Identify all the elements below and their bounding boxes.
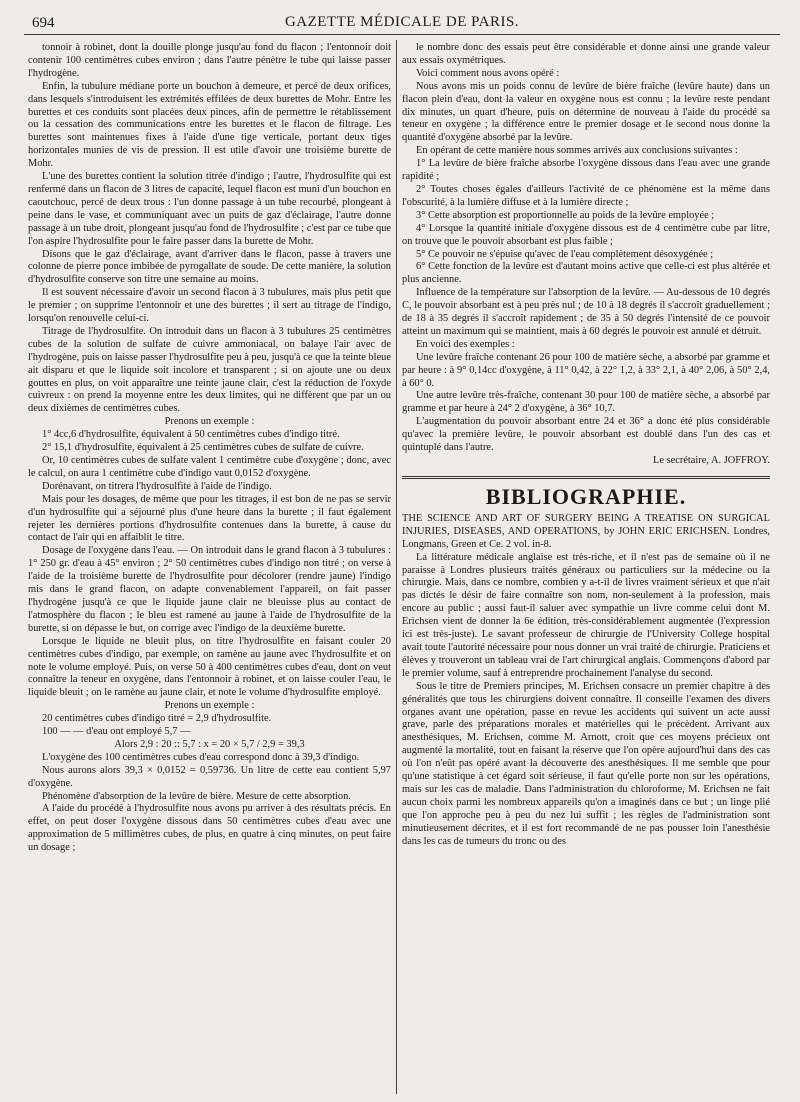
- column-divider: [396, 40, 397, 1094]
- paragraph: 3° Cette absorption est proportionnelle au poids de la levûre employée ;: [416, 209, 715, 221]
- paragraph: Enfin, la tubulure médiane porte un bouchon à demeure, et percé de deux orifices, dans lesquels s'introduisent les extrémités effilées de deux burettes de Mohr. Entre les burettes et ces conduits sont placées deux pinces, afin de permettre le rétablissement ou la cessation des communications entre les burettes et le flacon de filtrage. Les burettes sont maintenues fixes à l'aide d'une tige verticale, portant deux tiges horizontales munies de vis de pression. Il est utile d'avoir une troisième burette de Mohr.: [28, 80, 391, 170]
- paragraph: 1° La levûre de bière fraîche absorbe l'oxygène dissous dans l'eau avec une grande rapidité ;: [402, 158, 770, 183]
- paragraph: 5° Ce pouvoir ne s'épuise qu'avec de l'eau complètement désoxygénée ;: [416, 248, 714, 260]
- right-column: [402, 42, 770, 1094]
- paragraph: Nous avons mis un poids connu de levûre de bière fraîche (levûre haute) dans un flacon plein d'eau, dont la valeur en oxygène nous est connu ; la levûre reste pendant dix minutes, un quart d'heure, puis on détermine de nouveau à l'aide du procédé sa teneur en oxygène ; la différence entre le premier dosage et le second nous donne la quantité d'oxygène absorbé par la levûre.: [402, 80, 770, 144]
- paragraph: 2° Toutes choses égales d'ailleurs l'activité de ce phénomène est la même dans l'obscurité, à la lumière diffuse et à la lumière directe ;: [402, 183, 770, 208]
- paragraph: tonnoir à robinet, dont la douille plonge jusqu'au fond du flacon ; l'entonnoir doit contenir 100 centimètres cubes environ ; dans l'autre pénètre le tube qui laisse passer l'hydrogène.: [28, 42, 391, 79]
- paragraph: Titrage de l'hydrosulfite. On introduit dans un flacon à 3 tubulures 25 centimètres cubes de la solution de sulfate de cuivre ammoniacal, on balaye l'air avec de l'hydrogène, puis on laisse passer l'hydrosulfite peu à peu, jusqu'à ce que la teinte bleue ait disparu et que le liquide soit incolore et transparent ; si on ajoute une ou deux gouttes en plus, on voit apparaître une teinte jaune clair, c'est la réduction de l'oxyde cuivreux : on prend la moyenne entre les deux limites, qui ne diffèrent que par un ou deux dixièmes de centimètres cubes.: [28, 325, 391, 415]
- paragraph: 20 centimètres cubes d'indigo titré = 2,9 d'hydrosulfite.: [42, 713, 272, 725]
- paragraph: Une levûre fraîche contenant 26 pour 100 de matière sèche, a absorbé par gramme et par heure : à 9° 0,14cc d'oxygène, à 11° 0,42, à 22° 1,2, à 33° 2,1, à 40° 2,06, à 50° 2,4, à 60° 0.: [402, 351, 770, 389]
- paragraph: En voici des exemples :: [416, 338, 515, 350]
- signature: Le secrétaire, A. JOFFROY.: [653, 455, 770, 466]
- paragraph: le nombre donc des essais peut être considérable et donne ainsi une grande valeur aux essais oxymétriques.: [402, 42, 770, 66]
- paragraph: Or, 10 centimètres cubes de sulfate valent 1 centimètre cube d'oxygène ; donc, avec le calcul, on aura 1 centimètre cube d'indigo vaut 0,0152 d'oxygène.: [28, 455, 391, 479]
- paragraph: La littérature médicale anglaise est très-riche, et il n'est pas de semaine où il ne paraisse à Londres plusieurs traités généraux ou particuliers sur la médecine ou la chirurgie. Mais, dans ce nombre, combien y a-t-il de livres vraiment sérieux et que n'ait pas dictés le désir de faire connaître son nom, non-seulement à la profession, mais encore au public ; aussi faut-il saluer avec sympathie un livre comme celui dont M. Erichsen vient de donner la 6e édition, très-considérablement augmentée (l'expression ici est très-juste). Le savant professeur de chirurgie de l'University College hospital avait toute l'autorité nécessaire pour nous donner un vrai traité de chirurgie. Praticiens et élèves y trouveront un tableau vrai de l'art chirurgical anglais. Commençons d'abord par le premier volume, sauf à entreprendre prochainement l'analyse du second.: [402, 551, 770, 679]
- paragraph: Prenons un exemple :: [164, 416, 255, 428]
- paragraph: Il est souvent nécessaire d'avoir un second flacon à 3 tubulures, mais plus petit que le premier ; on supprime l'entonnoir et une des burettes ; il sert au titrage de l'indigo, lorsqu'on renouvelle celui-ci.: [28, 287, 391, 325]
- left-column: [28, 42, 391, 1094]
- paragraph: 2° 15,1 d'hydrosulfite, équivalent à 25 centimètres cubes de sulfate de cuivre.: [42, 442, 364, 454]
- paragraph: En opérant de cette manière nous sommes arrivés aux conclusions suivantes :: [416, 145, 738, 157]
- page-number: 694: [32, 15, 55, 31]
- paragraph: Dorénavant, on titrera l'hydrosulfite à l'aide de l'indigo.: [42, 480, 272, 492]
- paragraph: 1° 4cc,6 d'hydrosulfite, équivalent à 50 centimètres cubes d'indigo titré.: [42, 429, 340, 441]
- paragraph: 6° Cette fonction de la levûre est d'autant moins active que celle-ci est plus altérée et plus ancienne.: [402, 261, 770, 286]
- book-reference: THE SCIENCE AND ART OF SURGERY BEING A TREATISE ON SURGICAL INJURIES, DISEASES, AND OPERATIONS, by JOHN ERIC ERICHSEN. Londres, Longmans, Green et Ce. 2 vol. in-8.: [402, 512, 770, 550]
- paragraph: L'une des burettes contient la solution titrée d'indigo ; l'autre, l'hydrosulfite qui est renfermé dans un flacon de 3 litres de capacité, lequel flacon est muni d'un bouchon en caoutchouc, percé de deux trous : l'un donne passage à un tube recourbé, plongeant à peine dans le vase, et communiquant avec un puits de gaz d'éclairage, l'autre donne passage à un tube droit, plongeant jusqu'au fond de l'hydrosulfite ; c'est par ce tube que l'on aspire l'hydrosulfite pour le faire passer dans la burette de Mohr.: [28, 171, 391, 247]
- paragraph: Mais pour les dosages, de même que pour les titrages, il est bon de ne pas se servir d'un hydrosulfite qui a séjourné plus d'une heure dans la burette ; il faut également rejeter les dernières portions d'hydrosulfite contenues dans la burette, à cause du contact de l'air qui en affaiblit le titre.: [28, 493, 391, 544]
- section-title: BIBLIOGRAPHIE.: [402, 476, 770, 509]
- paragraph: Influence de la température sur l'absorption de la levûre. — Au-dessous de 10 degrés C, le pouvoir absorbant est à peu près nul ; de 10 à 18 degrés il s'accroît graduellement ; de 18 à 35 degrés il s'accroît rapidement ; de 35 à 50 degrés l'intensité de ce pouvoir atteint un maximum qui se maintient, mais à 60 degrés le pouvoir est annulé et détruit.: [402, 287, 770, 337]
- paragraph: L'oxygène des 100 centimètres cubes d'eau correspond donc à 39,3 d'indigo.: [42, 751, 360, 763]
- paragraph: Dosage de l'oxygène dans l'eau. — On introduit dans le grand flacon à 3 tubulures : 1° 250 gr. d'eau à 45° environ ; 2° 50 centimètres cubes d'indigo non titré ; on verse à l'aide de la troisième burette de l'hydrosulfite pour décolorer (rendre jaune) l'indigo mis dans le grand flacon, on adapte convenablement l'appareil, on fait passer l'hydrogène jusqu'à ce que le liquide jaune clair ne bleuisse plus au contact de l'atmosphère du flacon ; le bleu est ramené au jaune à l'aide de l'hydrosulfite de la burette, si on dépasse le but, on corrige avec l'indigo de la deuxième burette.: [28, 545, 391, 634]
- paragraph: Voici comment nous avons opéré :: [416, 67, 560, 79]
- running-header: [24, 12, 780, 35]
- paragraph: Lorsque le liquide ne bleuit plus, on titre l'hydrosulfite en faisant couler 20 centimètres cubes d'indigo, par exemple, on ramène au jaune avec l'hydrosulfite et on note le volume employé. Puis, on verse 50 à 400 centimètres cubes d'eau, dont on veut connaître la teneur en oxygène, dans l'entonnoir à robinet, et on laisse couler l'eau, le liquide bleuit ; on le ramène au jaune clair, et note le volume d'hydrosulfite employé.: [28, 635, 391, 699]
- journal-title: GAZETTE MÉDICALE DE PARIS.: [284, 14, 520, 30]
- paragraph: Phénomène d'absorption de la levûre de bière. Mesure de cette absorption.: [42, 790, 351, 802]
- paragraph: Sous le titre de Premiers principes, M. Erichsen consacre un premier chapitre à des généralités que tous les chirurgiens doivent connaître. Il conseille l'examen des divers organes avant une opération, passe en revue les accidents qui suivent un acte aussi grave, parle des préparations morales et matérielles qui le précèdent. Arrivant aux anesthésiques, M. Erichsen, comme M. Arnott, croit que ces moyens précieux ont augmenté la mortalité, tout en faisant la réserve que l'on opère aujourd'hui dans des cas où l'on n'eût pas opéré avant la découverte des anesthésiques. Il me semble que pour qu'une statistique à cet égard soit sérieuse, il faut qu'elle porte non sur les opérations, mais sur les cas de maladie. Dans l'administration du chloroforme, M. Erichsen ne fait aucun choix parmi les nombreux appareils qu'on a imaginés dans ce but ; un linge plié que l'on approche peu à peu du nez lui suffit ; les règles de l'administration sont minutieusement décrites, et il est fort recommandé de ne pas pousser loin l'anesthésie dans les cas de tumeurs du tronc ou des: [402, 680, 770, 847]
- paragraph: Nous aurons alors 39,3 × 0,0152 = 0,59736. Un litre de cette eau contient 5,97 d'oxygène.: [28, 764, 391, 789]
- paragraph: Disons que le gaz d'éclairage, avant d'arriver dans le flacon, passe à travers une colonne de pierre ponce imbibée de pyrogallate de soude. De cette manière, la solution d'hydrosulfite conserve son titre une semaine au moins.: [28, 248, 391, 286]
- equation: Alors 2,9 : 20 :: 5,7 : x = 20 × 5,7 / 2,9 = 39,3: [114, 738, 305, 750]
- paragraph: L'augmentation du pouvoir absorbant entre 24 et 36° a donc été plus considérable qu'avec la première levûre, le pouvoir absorbant est doublé dans l'un des cas et quintuplé dans l'autre.: [402, 416, 770, 454]
- paragraph: A l'aide du procédé à l'hydrosulfite nous avons pu arriver à des résultats précis. En effet, on peut doser l'oxygène dissous dans 50 centimètres cubes d'eau avec une approximation de 5 millimètres cubes, de plus, en quatre à cinq minutes, on peut faire un dosage ;: [28, 803, 391, 854]
- paragraph: Une autre levûre très-fraîche, contenant 30 pour 100 de matière sèche, a absorbé par gramme et par heure à 24° 2 d'oxygène, à 36° 10,7.: [402, 390, 770, 415]
- paragraph: Prenons un exemple :: [164, 700, 255, 712]
- paragraph: 100 — — d'eau ont employé 5,7 —: [42, 726, 191, 738]
- paragraph: 4° Lorsque la quantité initiale d'oxygène dissous est de 4 centimètre cube par litre, on trouve que le pouvoir absorbant est plus faible ;: [402, 222, 770, 247]
